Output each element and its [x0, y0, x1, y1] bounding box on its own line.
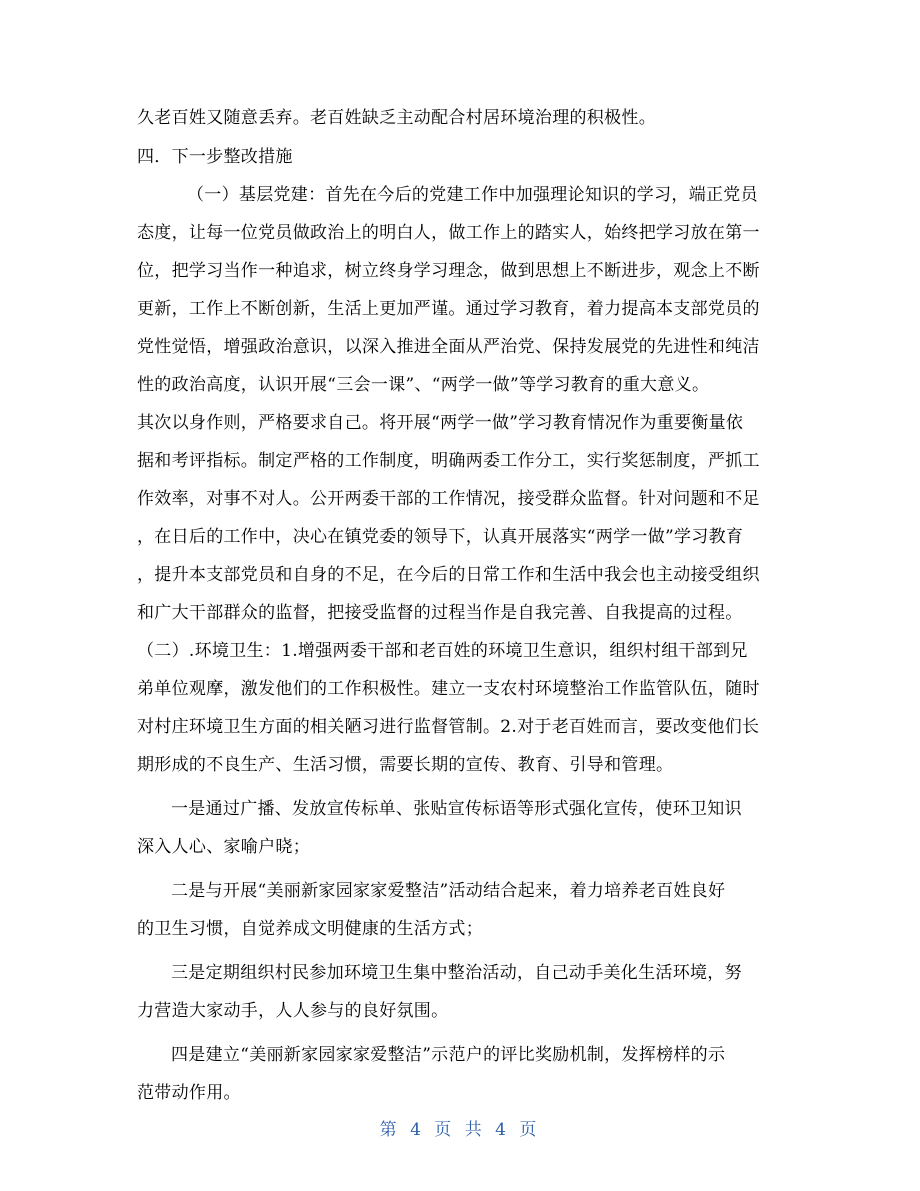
body-text-line: 和广大干部群众的监督，把接受监督的过程当作是自我完善、自我提高的过程。 [137, 603, 743, 623]
body-text-line: 据和考评指标。制定严格的工作制度，明确两委工作分工，实行奖惩制度，严抓工 [137, 451, 760, 471]
body-text-line: 作效率，对事不对人。公开两委干部的工作情况，接受群众监督。针对问题和不足 [137, 489, 760, 509]
body-text-line: 对村庄环境卫生方面的相关陋习进行监督管制。2.对于老百姓而言，要改变他们长 [137, 717, 760, 737]
page-number-footer: 第 4 页 共 4 页 [379, 1120, 541, 1140]
body-text-line: 性的政治高度，认识开展“三会一课”、“两学一做”等学习教育的重大意义。 [137, 375, 710, 395]
body-text-line: ，在日后的工作中，决心在镇党委的领导下，认真开展落实“两学一做”学习教育 [137, 527, 744, 547]
body-text-line: 力营造大家动手，人人参与的良好氛围。 [137, 1001, 449, 1021]
body-text-line: 深入人心、家喻户晓； [137, 837, 310, 857]
body-text-line: 更新，工作上不断创新，生活上更加严谨。通过学习教育，着力提高本支部党员的 [137, 299, 760, 319]
body-text-line: 位，把学习当作一种追求，树立终身学习理念，做到思想上不断进步，观念上不断 [137, 261, 760, 281]
body-text-line: ，提升本支部党员和自身的不足，在今后的日常工作和生活中我会也主动接受组织 [137, 565, 760, 585]
body-text-line: 二是与开展“美丽新家园家家爱整洁”活动结合起来，着力培养老百姓良好 [171, 881, 726, 901]
body-text-line: 其次以身作则，严格要求自己。将开展“两学一做”学习教育情况作为重要衡量依 [137, 413, 744, 433]
body-text-line: 三是定期组织村民参加环境卫生集中整治活动，自己动手美化生活环境，努 [171, 963, 742, 983]
body-text-line: 弟单位观摩，激发他们的工作积极性。建立一支农村环境整治工作监管队伍，随时 [137, 679, 760, 699]
body-text-line: 久老百姓又随意丢弃。老百姓缺乏主动配合村居环境治理的积极性。 [137, 108, 656, 128]
body-text-line: 的卫生习惯，自觉养成文明健康的生活方式； [137, 919, 483, 939]
section-heading: 四．下一步整改措施 [137, 147, 293, 167]
body-text-line: 四是建立“美丽新家园家家爱整洁”示范户的评比奖励机制，发挥榜样的示 [171, 1045, 726, 1065]
body-text-line: （一）基层党建：首先在今后的党建工作中加强理论知识的学习，端正党员 [187, 185, 758, 205]
body-text-line: 党性觉悟，增强政治意识，以深入推进全面从严治党、保持发展党的先进性和纯洁 [137, 337, 760, 357]
body-text-line: 范带动作用。 [137, 1083, 241, 1103]
body-text-line: 一是通过广播、发放宣传标单、张贴宣传标语等形式强化宣传，使环卫知识 [171, 799, 742, 819]
body-text-line: 态度，让每一位党员做政治上的明白人，做工作上的踏实人，始终把学习放在第一 [137, 223, 760, 243]
body-text-line: 期形成的不良生产、生活习惯，需要长期的宣传、教育、引导和管理。 [137, 755, 674, 775]
body-text-line: （二）.环境卫生：1.增强两委干部和老百姓的环境卫生意识，组织村组干部到兄 [137, 641, 748, 661]
